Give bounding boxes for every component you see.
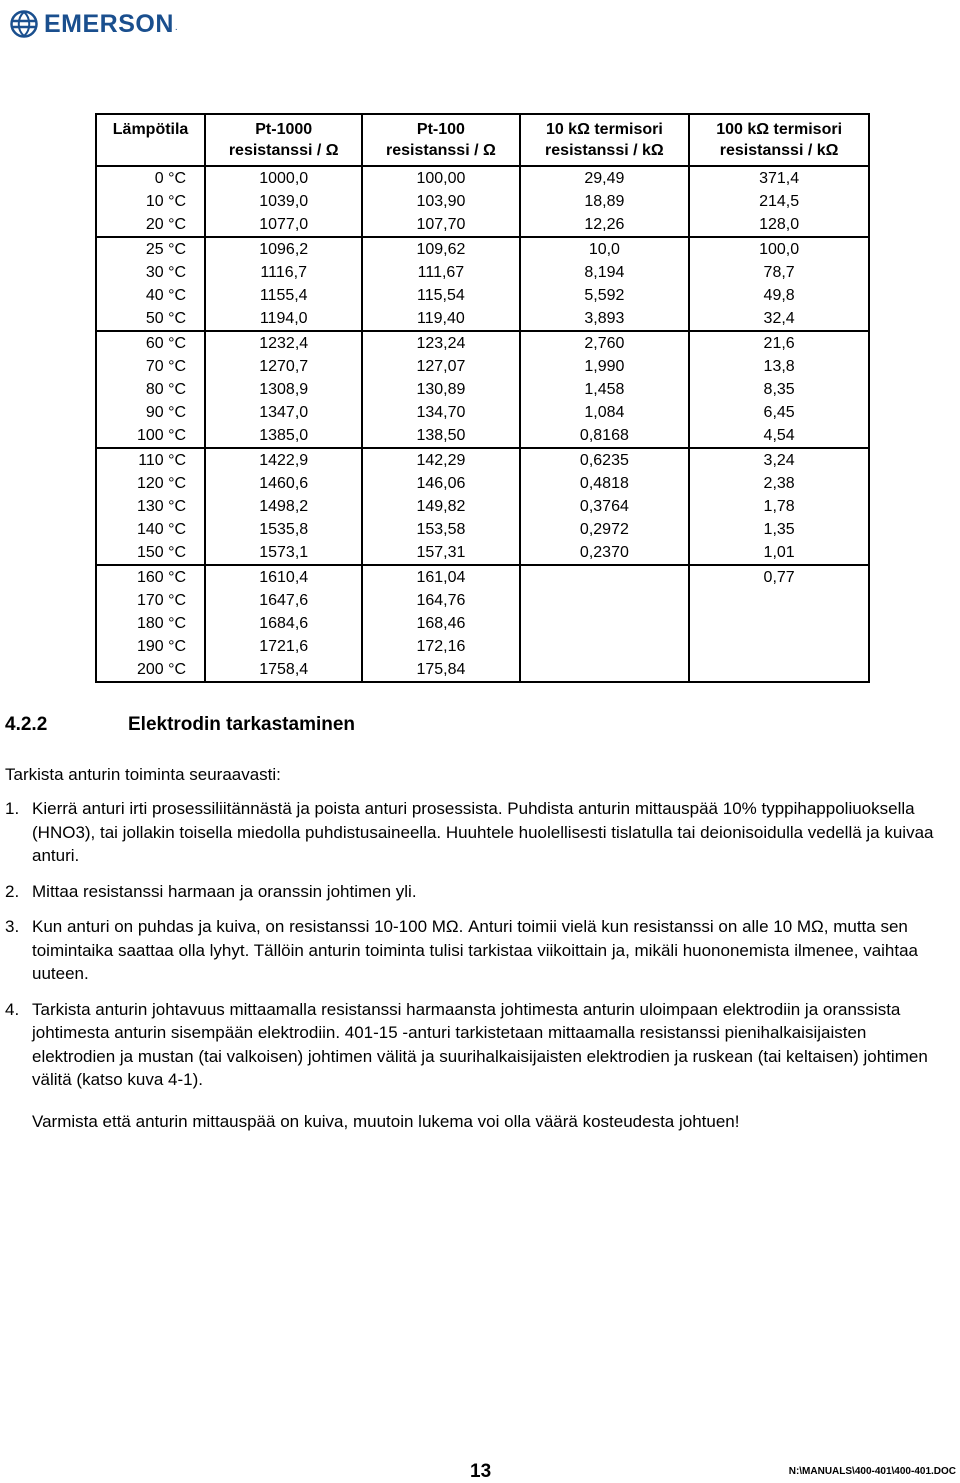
table-row — [96, 565, 869, 589]
step-number: 2. — [5, 881, 20, 901]
table-cell: 1155,4 — [205, 284, 362, 307]
table-row — [96, 589, 869, 612]
document-path: N:\MANUALS\400-401\400-401.DOC — [788, 1466, 956, 1477]
logo-suffix: . — [174, 22, 178, 33]
table-cell: 1758,4 — [205, 658, 362, 682]
table-cell: 100,0 — [689, 237, 869, 261]
table-cell: 1000,0 — [205, 166, 362, 190]
table-cell: 153,58 — [362, 518, 519, 541]
table-cell: 8,194 — [520, 261, 690, 284]
column-header-line: Pt-1000 — [255, 121, 313, 138]
table-cell: 29,49 — [520, 166, 690, 190]
table-cell: 10 °C — [145, 193, 187, 210]
table-cell: 3,24 — [689, 448, 869, 472]
column-header-unit — [97, 140, 204, 161]
column-header-line: Pt-100 — [416, 121, 465, 138]
table-cell: 2,38 — [689, 472, 869, 495]
table-cell: 1308,9 — [205, 378, 362, 401]
column-header-line: 10 kΩ termisori — [545, 121, 663, 138]
table-cell: 130,89 — [362, 378, 519, 401]
table-cell: 0,6235 — [520, 448, 690, 472]
table-row — [96, 378, 869, 401]
table-cell: 2,760 — [520, 331, 690, 355]
table-row — [96, 518, 869, 541]
step-item — [5, 998, 950, 1092]
table-cell: 1610,4 — [205, 565, 362, 589]
table-row — [96, 166, 869, 190]
table-row — [96, 424, 869, 448]
step-item — [5, 797, 950, 868]
column-header — [689, 114, 869, 166]
table-cell: 1,084 — [520, 401, 690, 424]
table-cell: 168,46 — [362, 612, 519, 635]
column-header-line: Lämpötila — [112, 121, 189, 138]
table-cell: 50 °C — [145, 310, 187, 327]
table-cell: 5,592 — [520, 284, 690, 307]
table-row — [96, 213, 869, 237]
table-row — [96, 541, 869, 565]
table-cell: 127,07 — [362, 355, 519, 378]
column-header-unit: resistanssi / Ω — [386, 142, 496, 159]
resistance-table — [95, 113, 870, 683]
table-row — [96, 261, 869, 284]
table-cell: 0,77 — [689, 565, 869, 589]
step-number: 4. — [5, 999, 20, 1019]
table-cell: 107,70 — [362, 213, 519, 237]
column-header-line: 100 kΩ termisori — [716, 121, 843, 138]
table-cell: 142,29 — [362, 448, 519, 472]
step-item — [5, 880, 950, 904]
table-cell — [520, 635, 690, 658]
table-cell: 78,7 — [689, 261, 869, 284]
table-cell: 161,04 — [362, 565, 519, 589]
step-text: Tarkista anturin johtavuus mittaamalla resistanssi harmaansta johtimesta anturin uloimpaan elektrodiin ja oranssista johtimesta anturin sisempään elektrodiin. 401-15 -anturi tarkistetaan mittaamalla resistanssi pienihalkaisijaisten elektrodien ja mustan (tai valkoisen) johtimen välitä ja suurihalkaisijaisten elektrodien ja ruskean (tai keltaisen) johtimen välitä (katso kuva 4-1). — [32, 999, 928, 1089]
table-cell: 111,67 — [362, 261, 519, 284]
table-cell: 1270,7 — [205, 355, 362, 378]
table-cell: 103,90 — [362, 190, 519, 213]
table-cell: 0,2972 — [520, 518, 690, 541]
table-row — [96, 472, 869, 495]
table-cell — [689, 612, 869, 635]
table-cell: 115,54 — [362, 284, 519, 307]
step-text: Kun anturi on puhdas ja kuiva, on resistanssi 10-100 MΩ. Anturi toimii vielä kun resistanssi on alle 10 MΩ, mutta sen toimintaika saattaa olla lyhyt. Tällöin anturin toiminta tulisi tarkistaa viikoittain ja, mikäli huononemista ilmenee, vaihtaa uuteen. — [32, 917, 919, 983]
table-cell: 21,6 — [689, 331, 869, 355]
table-cell: 0,3764 — [520, 495, 690, 518]
table-row — [96, 355, 869, 378]
column-header — [205, 114, 362, 166]
table-cell: 120 °C — [137, 475, 187, 492]
table-cell — [689, 658, 869, 682]
table-cell: 371,4 — [689, 166, 869, 190]
table-cell: 20 °C — [145, 216, 187, 233]
step-number: 3. — [5, 917, 20, 936]
table-cell: 32,4 — [689, 307, 869, 331]
column-header — [362, 114, 519, 166]
table-cell: 1,458 — [520, 378, 690, 401]
table-row — [96, 284, 869, 307]
table-cell: 214,5 — [689, 190, 869, 213]
table-cell: 164,76 — [362, 589, 519, 612]
section-number: 4.2.2 — [5, 714, 48, 735]
table-cell: 138,50 — [362, 424, 519, 448]
column-header — [520, 114, 690, 166]
table-cell: 60 °C — [96, 331, 205, 355]
table-cell: 1347,0 — [205, 401, 362, 424]
emerson-logo — [10, 8, 178, 40]
table-cell: 1684,6 — [205, 612, 362, 635]
table-row — [96, 635, 869, 658]
table-body — [96, 166, 869, 682]
table-cell: 157,31 — [362, 541, 519, 565]
table-cell: 175,84 — [362, 658, 519, 682]
intro-text: Tarkista anturin toiminta seuraavasti: — [5, 765, 281, 784]
emerson-globe-icon — [10, 10, 38, 38]
table-cell — [520, 612, 690, 635]
table-cell: 160 °C — [96, 565, 205, 589]
table-cell: 150 °C — [137, 544, 187, 561]
table-cell: 1096,2 — [205, 237, 362, 261]
table-cell: 90 °C — [145, 404, 187, 421]
table-cell: 30 °C — [145, 264, 187, 281]
table-row — [96, 612, 869, 635]
column-header — [96, 114, 205, 166]
table-cell: 12,26 — [520, 213, 690, 237]
table-cell: 128,0 — [689, 213, 869, 237]
table-cell: 1498,2 — [205, 495, 362, 518]
section-title: Elektrodin tarkastaminen — [128, 714, 356, 735]
table-cell: 1077,0 — [205, 213, 362, 237]
table-cell: 123,24 — [362, 331, 519, 355]
table-cell: 100 °C — [137, 427, 187, 444]
section-heading — [5, 714, 355, 736]
step-item — [5, 915, 950, 986]
table-cell: 1194,0 — [205, 307, 362, 331]
table-cell: 3,893 — [520, 307, 690, 331]
table-cell: 1422,9 — [205, 448, 362, 472]
table-cell: 146,06 — [362, 472, 519, 495]
table-cell: 18,89 — [520, 190, 690, 213]
table-cell: 1721,6 — [205, 635, 362, 658]
table-row — [96, 331, 869, 355]
table-cell: 0,2370 — [520, 541, 690, 565]
table-cell: 1,35 — [689, 518, 869, 541]
table-cell: 8,35 — [689, 378, 869, 401]
table-row — [96, 448, 869, 472]
table-cell: 1573,1 — [205, 541, 362, 565]
table-cell: 110 °C — [96, 448, 205, 472]
final-note: Varmista että anturin mittauspää on kuiva, muutoin lukema voi olla väärä kosteudesta johtuen! — [32, 1112, 740, 1131]
table-cell: 134,70 — [362, 401, 519, 424]
step-text: Mittaa resistanssi harmaan ja oranssin johtimen yli. — [32, 881, 417, 901]
table-cell — [689, 589, 869, 612]
table-cell: 0 °C — [96, 166, 205, 190]
table-row — [96, 307, 869, 331]
step-text: Kierrä anturi irti prosessiliitännästä ja poista anturi prosessista. Puhdista anturin mittauspää 10% typpihappoliuoksella (HNO3), tai jollakin toisella miedolla puhdistusaineella. Huuhtele huolellisesti tislatulla tai deionisoidulla vedellä ja kuivaa anturi. — [32, 799, 934, 865]
table-cell: 190 °C — [137, 638, 187, 655]
table-cell: 0,4818 — [520, 472, 690, 495]
table-cell: 200 °C — [137, 661, 187, 678]
table-cell: 109,62 — [362, 237, 519, 261]
table-cell: 1,01 — [689, 541, 869, 565]
page-number: 13 — [470, 1461, 492, 1482]
table-cell — [689, 635, 869, 658]
steps-list — [5, 797, 950, 1104]
table-cell: 70 °C — [145, 358, 187, 375]
step-number: 1. — [5, 799, 20, 818]
table-cell: 100,00 — [362, 166, 519, 190]
table-cell: 40 °C — [145, 287, 187, 304]
table-cell — [520, 658, 690, 682]
table-cell: 0,8168 — [520, 424, 690, 448]
table-cell: 1647,6 — [205, 589, 362, 612]
column-header-unit: resistanssi / kΩ — [719, 142, 839, 159]
column-header-unit: resistanssi / Ω — [228, 142, 339, 159]
table-cell: 1535,8 — [205, 518, 362, 541]
table-cell: 10,0 — [520, 237, 690, 261]
table-cell: 130 °C — [137, 498, 187, 515]
table-header-row — [96, 114, 869, 166]
table-cell: 25 °C — [96, 237, 205, 261]
table-cell: 140 °C — [137, 521, 187, 538]
table-cell: 180 °C — [137, 615, 187, 632]
table-cell: 1,78 — [689, 495, 869, 518]
column-header-unit: resistanssi / kΩ — [545, 142, 664, 159]
table-cell: 80 °C — [145, 381, 187, 398]
table-cell: 13,8 — [689, 355, 869, 378]
table-cell: 172,16 — [362, 635, 519, 658]
table-cell: 1460,6 — [205, 472, 362, 495]
logo-text: EMERSON — [44, 9, 174, 38]
table-cell: 6,45 — [689, 401, 869, 424]
table-row — [96, 190, 869, 213]
table-row — [96, 658, 869, 682]
table-cell: 170 °C — [137, 592, 187, 609]
table-row — [96, 401, 869, 424]
table-cell — [520, 565, 690, 589]
table-cell: 49,8 — [689, 284, 869, 307]
table-cell: 119,40 — [362, 307, 519, 331]
table-cell: 1039,0 — [205, 190, 362, 213]
table-row — [96, 495, 869, 518]
table-cell: 4,54 — [689, 424, 869, 448]
table-cell: 149,82 — [362, 495, 519, 518]
table-cell: 1232,4 — [205, 331, 362, 355]
table-row — [96, 237, 869, 261]
table-cell — [520, 589, 690, 612]
table-cell: 1385,0 — [205, 424, 362, 448]
table-cell: 1,990 — [520, 355, 690, 378]
table-cell: 1116,7 — [205, 261, 362, 284]
